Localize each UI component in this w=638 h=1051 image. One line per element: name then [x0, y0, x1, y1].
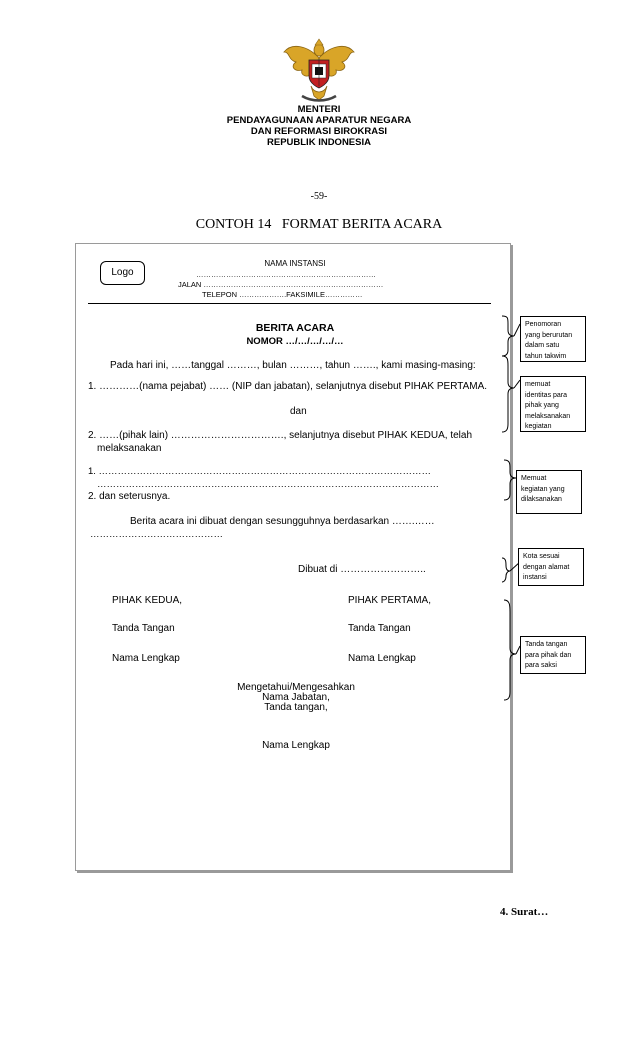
- name-left: Nama Lengkap: [112, 653, 180, 664]
- closing-line-1: Berita acara ini dibuat dengan sesungguhnya berdasarkan …….……: [130, 516, 435, 527]
- name-right: Nama Lengkap: [348, 653, 416, 664]
- opening-text: Pada hari ini, ……tanggal ………, bulan ………, tahun ……., kami masing-masing:: [110, 360, 476, 371]
- party-two-line-2: melaksanakan: [97, 443, 162, 454]
- telepon-line: TELEPON ……………….FAKSIMILE……………: [202, 290, 363, 299]
- dan-text: dan: [290, 406, 307, 417]
- instansi-name: NAMA INSTANSI: [264, 259, 326, 268]
- logo-placeholder: Logo: [100, 261, 145, 285]
- garuda-icon: [280, 38, 358, 104]
- header-line-1: MENTERI: [297, 104, 341, 115]
- bracket-parties: [502, 356, 514, 432]
- bracket-nomor: [502, 316, 514, 356]
- note-kegiatan: Memuat kegiatan yang dilaksanakan: [516, 470, 582, 514]
- dibuat-di: Dibuat di ……………………..: [298, 564, 426, 575]
- closing-line-2: ……………………………………: [90, 529, 223, 540]
- pihak-kedua-label: PIHAK KEDUA,: [112, 595, 183, 606]
- header-line-3: DAN REFORMASI BIROKRASI: [250, 126, 388, 137]
- witness-signature: Tanda tangan,: [264, 702, 328, 713]
- note-kota: Kota sesuai dengan alamat instansi: [518, 548, 584, 586]
- witness-position: Nama Jabatan,: [262, 692, 330, 703]
- signature-left: Tanda Tangan: [112, 623, 175, 634]
- instansi-dots: ………………………………………………………………: [196, 270, 376, 279]
- header-line-4: REPUBLIK INDONESIA: [267, 137, 371, 148]
- note-penomoran: Penomoran yang berurutan dalam satu tahun takwim: [520, 316, 586, 362]
- bracket-kota: [502, 558, 510, 582]
- header-line-2: PENDAYAGUNAAN APARATUR NEGARA: [226, 115, 412, 126]
- activity-line-2: ………………………………………………………………………………………………: [97, 479, 439, 490]
- section-title: CONTOH 14 FORMAT BERITA ACARA: [195, 217, 443, 232]
- next-section-footer: 4. Surat…: [500, 906, 549, 918]
- party-one-line: 1. …………(nama pejabat) …… (NIP dan jabatan), selanjutnya disebut PIHAK PERTAMA.: [88, 381, 488, 392]
- activity-line-1: 1. ……………………………………………………………………………………………: [88, 466, 432, 477]
- doc-title: BERITA ACARA: [255, 322, 335, 334]
- party-two-line-1: 2. ……(pihak lain) ……………………………., selanjutnya disebut PIHAK KEDUA, telah: [88, 430, 473, 441]
- note-tanda-tangan: Tanda tangan para pihak dan para saksi: [520, 636, 586, 674]
- page-number: -59-: [310, 191, 328, 202]
- bracket-activities: [504, 460, 516, 500]
- activity-line-3: 2. dan seterusnya.: [88, 491, 171, 502]
- jalan-line: JALAN ………………………………………………………………: [178, 280, 384, 289]
- bracket-signatures: [504, 600, 516, 700]
- witness-name: Nama Lengkap: [262, 740, 330, 751]
- kop-divider: [88, 303, 491, 304]
- note-identitas: memuat identitas para pihak yang melaksanakan kegiatan: [520, 376, 586, 432]
- signature-right: Tanda Tangan: [348, 623, 411, 634]
- pihak-pertama-label: PIHAK PERTAMA,: [348, 595, 431, 606]
- doc-number: NOMOR …/…/…/…/…: [246, 336, 344, 347]
- mengetahui-label: Mengetahui/Mengesahkan: [237, 682, 355, 693]
- garuda-emblem: [280, 38, 358, 104]
